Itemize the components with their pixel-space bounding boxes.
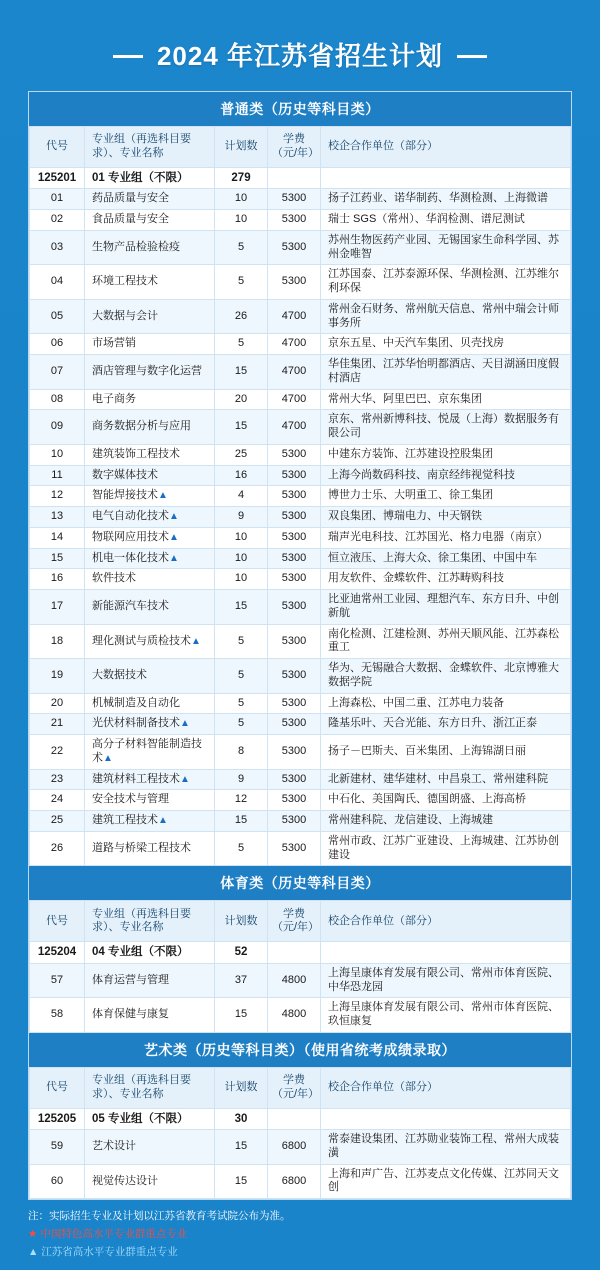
cell-plan: 5: [215, 659, 268, 694]
table-row: [30, 624, 571, 659]
cell-fee: 4800: [268, 963, 321, 998]
cell-plan: 15: [215, 355, 268, 390]
cell-plan: 12: [215, 790, 268, 811]
cell-code: 15: [30, 548, 85, 569]
table-row: [30, 831, 571, 866]
cell-fee: 5300: [268, 811, 321, 832]
cell-major: 软件技术: [85, 569, 215, 590]
cell-unit: 常州建科院、龙信建设、上海城建: [321, 811, 571, 832]
cell-plan: 30: [215, 1108, 268, 1129]
cell-fee: 5300: [268, 507, 321, 528]
header-fee-line1: 学费: [283, 907, 305, 920]
table-row: [30, 210, 571, 231]
table-row: [30, 230, 571, 265]
cell-plan: 5: [215, 714, 268, 735]
cell-plan: 5: [215, 334, 268, 355]
cell-major: 体育运营与管理: [85, 963, 215, 998]
cell-major: 数字媒体技术: [85, 465, 215, 486]
cell-fee: 4800: [268, 998, 321, 1033]
header-unit: 校企合作单位（部分）: [321, 1067, 571, 1108]
cell-unit: 瑞士 SGS（常州）、华润检测、谱尼测试: [321, 210, 571, 231]
table-row: [30, 659, 571, 694]
cell-major: 商务数据分析与应用: [85, 410, 215, 445]
header-fee-line2: （元/年）: [272, 1087, 320, 1100]
cell-fee: 5300: [268, 189, 321, 210]
cell-major: 电子商务: [85, 389, 215, 410]
table-general: [29, 126, 571, 866]
section-heading-arts: 艺术类（历史等科目类）（使用省统考成绩录取）: [29, 1033, 571, 1067]
header-fee: [268, 127, 321, 168]
table-body-general: [30, 168, 571, 866]
cell-plan: 37: [215, 963, 268, 998]
cell-unit: 常州大华、阿里巴巴、京东集团: [321, 389, 571, 410]
cell-code: 05: [30, 299, 85, 334]
cell-fee: 5300: [268, 790, 321, 811]
cell-unit: 扬子江药业、诺华制药、华测检测、上海微谱: [321, 189, 571, 210]
cell-major: 食品质量与安全: [85, 210, 215, 231]
cell-plan: 52: [215, 942, 268, 963]
cell-code: 13: [30, 507, 85, 528]
cell-plan: 15: [215, 998, 268, 1033]
cell-code: 07: [30, 355, 85, 390]
cell-unit: 博世力士乐、大明重工、徐工集团: [321, 486, 571, 507]
cell-unit: 上海今尚数码科技、南京经纬视觉科技: [321, 465, 571, 486]
cell-code: 03: [30, 230, 85, 265]
cell-fee: 5300: [268, 769, 321, 790]
cell-fee: 5300: [268, 590, 321, 625]
cell-major: 01 专业组（不限）: [85, 168, 215, 189]
cell-plan: 15: [215, 1130, 268, 1165]
cell-unit: 比亚迪常州工业园、理想汽车、东方日升、中创新航: [321, 590, 571, 625]
cell-code: 25: [30, 811, 85, 832]
cell-fee: 5300: [268, 486, 321, 507]
page-title: 2024 年江苏省招生计划: [135, 36, 465, 73]
cell-unit: 华为、无锡融合大数据、金蝶软件、北京博雅大数据学院: [321, 659, 571, 694]
header-major: 专业组（再选科目要求）、专业名称: [85, 127, 215, 168]
cell-code: 08: [30, 389, 85, 410]
table-row: [30, 693, 571, 714]
cell-plan: 10: [215, 527, 268, 548]
header-major: 专业组（再选科目要求）、专业名称: [85, 1067, 215, 1108]
table-group-row: [30, 942, 571, 963]
cell-fee: 5300: [268, 465, 321, 486]
section-heading-general: 普通类（历史等科目类）: [29, 92, 571, 126]
cell-unit: 江苏国泰、江苏泰源环保、华测检测、江苏维尔利环保: [321, 265, 571, 300]
table-row: [30, 735, 571, 770]
cell-fee: 5300: [268, 265, 321, 300]
table-row: [30, 1164, 571, 1199]
table-row: [30, 507, 571, 528]
cell-code: 23: [30, 769, 85, 790]
section-heading-sports: 体育类（历史等科目类）: [29, 866, 571, 900]
cell-plan: 10: [215, 189, 268, 210]
header-major: 专业组（再选科目要求）、专业名称: [85, 901, 215, 942]
cell-code: 19: [30, 659, 85, 694]
cell-fee: 4700: [268, 355, 321, 390]
table-row: [30, 569, 571, 590]
cell-major: 电气自动化技术▲: [85, 507, 215, 528]
cell-code: 09: [30, 410, 85, 445]
cell-major: 理化测试与质检技术▲: [85, 624, 215, 659]
cell-unit: [321, 1108, 571, 1129]
cell-unit: 恒立液压、上海大众、徐工集团、中国中车: [321, 548, 571, 569]
cell-fee: 6800: [268, 1130, 321, 1165]
cell-code: 58: [30, 998, 85, 1033]
cell-major: 道路与桥梁工程技术: [85, 831, 215, 866]
table-row: [30, 389, 571, 410]
header-code: 代号: [30, 901, 85, 942]
cell-major: 酒店管理与数字化运营: [85, 355, 215, 390]
cell-fee: 4700: [268, 389, 321, 410]
header-fee-line2: （元/年）: [272, 921, 320, 934]
cell-fee: 6800: [268, 1164, 321, 1199]
cell-fee: [268, 168, 321, 189]
cell-code: 18: [30, 624, 85, 659]
cell-unit: 常州市政、江苏广亚建设、上海城建、江苏协创建设: [321, 831, 571, 866]
table-row: [30, 769, 571, 790]
table-row: [30, 963, 571, 998]
cell-unit: 用友软件、金蝶软件、江苏畴购科技: [321, 569, 571, 590]
cell-fee: 5300: [268, 735, 321, 770]
cell-plan: 5: [215, 624, 268, 659]
table-row: [30, 548, 571, 569]
cell-major: 机械制造及自动化: [85, 693, 215, 714]
cell-plan: 16: [215, 465, 268, 486]
table-header-row: [30, 127, 571, 168]
cell-code: 26: [30, 831, 85, 866]
table-sports: [29, 900, 571, 1032]
table-row: [30, 527, 571, 548]
cell-code: 21: [30, 714, 85, 735]
cell-code: 10: [30, 444, 85, 465]
table-body-arts: [30, 1108, 571, 1198]
table-header-row: [30, 901, 571, 942]
cell-code: 125201: [30, 168, 85, 189]
cell-major: 05 专业组（不限）: [85, 1108, 215, 1129]
cell-plan: 5: [215, 831, 268, 866]
cell-code: 60: [30, 1164, 85, 1199]
cell-unit: 华佳集团、江苏华怡明都酒店、天目湖涵田度假村酒店: [321, 355, 571, 390]
table-row: [30, 334, 571, 355]
cell-unit: 上海呈康体育发展有限公司、常州市体育医院、中华恐龙园: [321, 963, 571, 998]
cell-fee: 5300: [268, 527, 321, 548]
header-unit: 校企合作单位（部分）: [321, 127, 571, 168]
table-row: [30, 410, 571, 445]
header-plan: 计划数: [215, 901, 268, 942]
cell-plan: 15: [215, 1164, 268, 1199]
table-row: [30, 189, 571, 210]
cell-code: 14: [30, 527, 85, 548]
cell-plan: 5: [215, 230, 268, 265]
cell-code: 06: [30, 334, 85, 355]
cell-fee: 5300: [268, 831, 321, 866]
cell-plan: 10: [215, 210, 268, 231]
cell-unit: 中石化、美国陶氏、德国朗盛、上海高桥: [321, 790, 571, 811]
cell-code: 16: [30, 569, 85, 590]
table-row: [30, 590, 571, 625]
cell-code: 24: [30, 790, 85, 811]
cell-unit: 京东五星、中天汽车集团、贝壳找房: [321, 334, 571, 355]
header-plan: 计划数: [215, 1067, 268, 1108]
cell-plan: 5: [215, 693, 268, 714]
cell-unit: 上海呈康体育发展有限公司、常州市体育医院、玖恒康复: [321, 998, 571, 1033]
cell-major: 生物产品检验检疫: [85, 230, 215, 265]
legend-national: ★ 中国特色高水平专业群重点专业: [28, 1227, 188, 1240]
cell-plan: 26: [215, 299, 268, 334]
cell-fee: 5300: [268, 659, 321, 694]
cell-fee: 4700: [268, 334, 321, 355]
cell-unit: 苏州生物医药产业园、无锡国家生命科学园、苏州金唯智: [321, 230, 571, 265]
cell-unit: 京东、常州新博科技、悦晟（上海）数据服务有限公司: [321, 410, 571, 445]
cell-code: 57: [30, 963, 85, 998]
cell-code: 59: [30, 1130, 85, 1165]
cell-major: 智能焊接技术▲: [85, 486, 215, 507]
page-title-wrap: [0, 0, 600, 91]
cell-code: 125204: [30, 942, 85, 963]
table-group-row: [30, 168, 571, 189]
table-row: [30, 355, 571, 390]
legend-provincial: ▲ 江苏省高水平专业群重点专业: [28, 1245, 178, 1258]
cell-major: 光伏材料制备技术▲: [85, 714, 215, 735]
cell-fee: 5300: [268, 444, 321, 465]
cell-major: 安全技术与管理: [85, 790, 215, 811]
header-code: 代号: [30, 1067, 85, 1108]
cell-plan: 20: [215, 389, 268, 410]
cell-major: 视觉传达设计: [85, 1164, 215, 1199]
cell-plan: 15: [215, 811, 268, 832]
note-line: 注：实际招生专业及计划以江苏省教育考试院公布为准。: [28, 1210, 291, 1223]
table-row: [30, 998, 571, 1033]
table-row: [30, 299, 571, 334]
cell-major: 机电一体化技术▲: [85, 548, 215, 569]
header-fee-line1: 学费: [283, 133, 305, 146]
cell-code: 11: [30, 465, 85, 486]
cell-unit: 常泰建设集团、江苏勋业装饰工程、常州大成装潢: [321, 1130, 571, 1165]
footer-notes: [28, 1208, 572, 1262]
cell-code: 20: [30, 693, 85, 714]
plan-card: [28, 91, 572, 1200]
cell-code: 02: [30, 210, 85, 231]
table-body-sports: [30, 942, 571, 1032]
cell-major: 建筑工程技术▲: [85, 811, 215, 832]
cell-code: 12: [30, 486, 85, 507]
table-row: [30, 486, 571, 507]
cell-fee: [268, 942, 321, 963]
table-row: [30, 811, 571, 832]
cell-fee: 4700: [268, 410, 321, 445]
cell-unit: 上海和声广告、江苏麦点文化传媒、江苏同天文创: [321, 1164, 571, 1199]
cell-major: 体育保健与康复: [85, 998, 215, 1033]
cell-major: 药品质量与安全: [85, 189, 215, 210]
cell-major: 物联网应用技术▲: [85, 527, 215, 548]
cell-major: 大数据与会计: [85, 299, 215, 334]
cell-major: 新能源汽车技术: [85, 590, 215, 625]
header-code: 代号: [30, 127, 85, 168]
table-row: [30, 444, 571, 465]
header-fee-line1: 学费: [283, 1074, 305, 1086]
cell-code: 01: [30, 189, 85, 210]
table-row: [30, 714, 571, 735]
cell-major: 高分子材料智能制造技术▲: [85, 735, 215, 770]
cell-plan: 4: [215, 486, 268, 507]
cell-code: 17: [30, 590, 85, 625]
cell-fee: 5300: [268, 569, 321, 590]
cell-code: 04: [30, 265, 85, 300]
header-plan: 计划数: [215, 127, 268, 168]
header-fee: [268, 901, 321, 942]
cell-fee: 4700: [268, 299, 321, 334]
cell-major: 环境工程技术: [85, 265, 215, 300]
cell-unit: 扬子－巴斯夫、百米集团、上海锦湖日丽: [321, 735, 571, 770]
cell-plan: 15: [215, 410, 268, 445]
cell-unit: 北新建材、建华建材、中昌泉工、常州建科院: [321, 769, 571, 790]
cell-plan: 15: [215, 590, 268, 625]
cell-plan: 5: [215, 265, 268, 300]
cell-plan: 279: [215, 168, 268, 189]
cell-unit: 中建东方装饰、江苏建设控股集团: [321, 444, 571, 465]
cell-fee: 5300: [268, 548, 321, 569]
cell-major: 大数据技术: [85, 659, 215, 694]
cell-plan: 8: [215, 735, 268, 770]
cell-major: 艺术设计: [85, 1130, 215, 1165]
cell-fee: 5300: [268, 230, 321, 265]
cell-unit: 常州金石财务、常州航天信息、常州中瑞会计师事务所: [321, 299, 571, 334]
cell-major: 市场营销: [85, 334, 215, 355]
table-row: [30, 465, 571, 486]
cell-unit: 南化检测、江建检测、苏州天顺风能、江苏森松重工: [321, 624, 571, 659]
cell-unit: 上海森松、中国二重、江苏电力装备: [321, 693, 571, 714]
cell-plan: 9: [215, 769, 268, 790]
cell-unit: [321, 942, 571, 963]
table-row: [30, 1130, 571, 1165]
cell-fee: 5300: [268, 210, 321, 231]
cell-fee: 5300: [268, 693, 321, 714]
cell-major: 建筑材料工程技术▲: [85, 769, 215, 790]
cell-fee: [268, 1108, 321, 1129]
table-row: [30, 265, 571, 300]
cell-fee: 5300: [268, 624, 321, 659]
cell-plan: 9: [215, 507, 268, 528]
cell-code: 22: [30, 735, 85, 770]
table-header-row: [30, 1067, 571, 1108]
cell-plan: 25: [215, 444, 268, 465]
cell-code: 125205: [30, 1108, 85, 1129]
table-group-row: [30, 1108, 571, 1129]
cell-major: 建筑装饰工程技术: [85, 444, 215, 465]
header-unit: 校企合作单位（部分）: [321, 901, 571, 942]
cell-unit: 双良集团、博瑞电力、中天钢铁: [321, 507, 571, 528]
cell-major: 04 专业组（不限）: [85, 942, 215, 963]
cell-plan: 10: [215, 548, 268, 569]
cell-fee: 5300: [268, 714, 321, 735]
header-fee-line2: （元/年）: [272, 147, 320, 159]
header-fee: [268, 1067, 321, 1108]
cell-unit: 瑞声光电科技、江苏国光、格力电器（南京）: [321, 527, 571, 548]
table-row: [30, 790, 571, 811]
cell-unit: 隆基乐叶、天合光能、东方日升、浙江正泰: [321, 714, 571, 735]
cell-plan: 10: [215, 569, 268, 590]
cell-unit: [321, 168, 571, 189]
